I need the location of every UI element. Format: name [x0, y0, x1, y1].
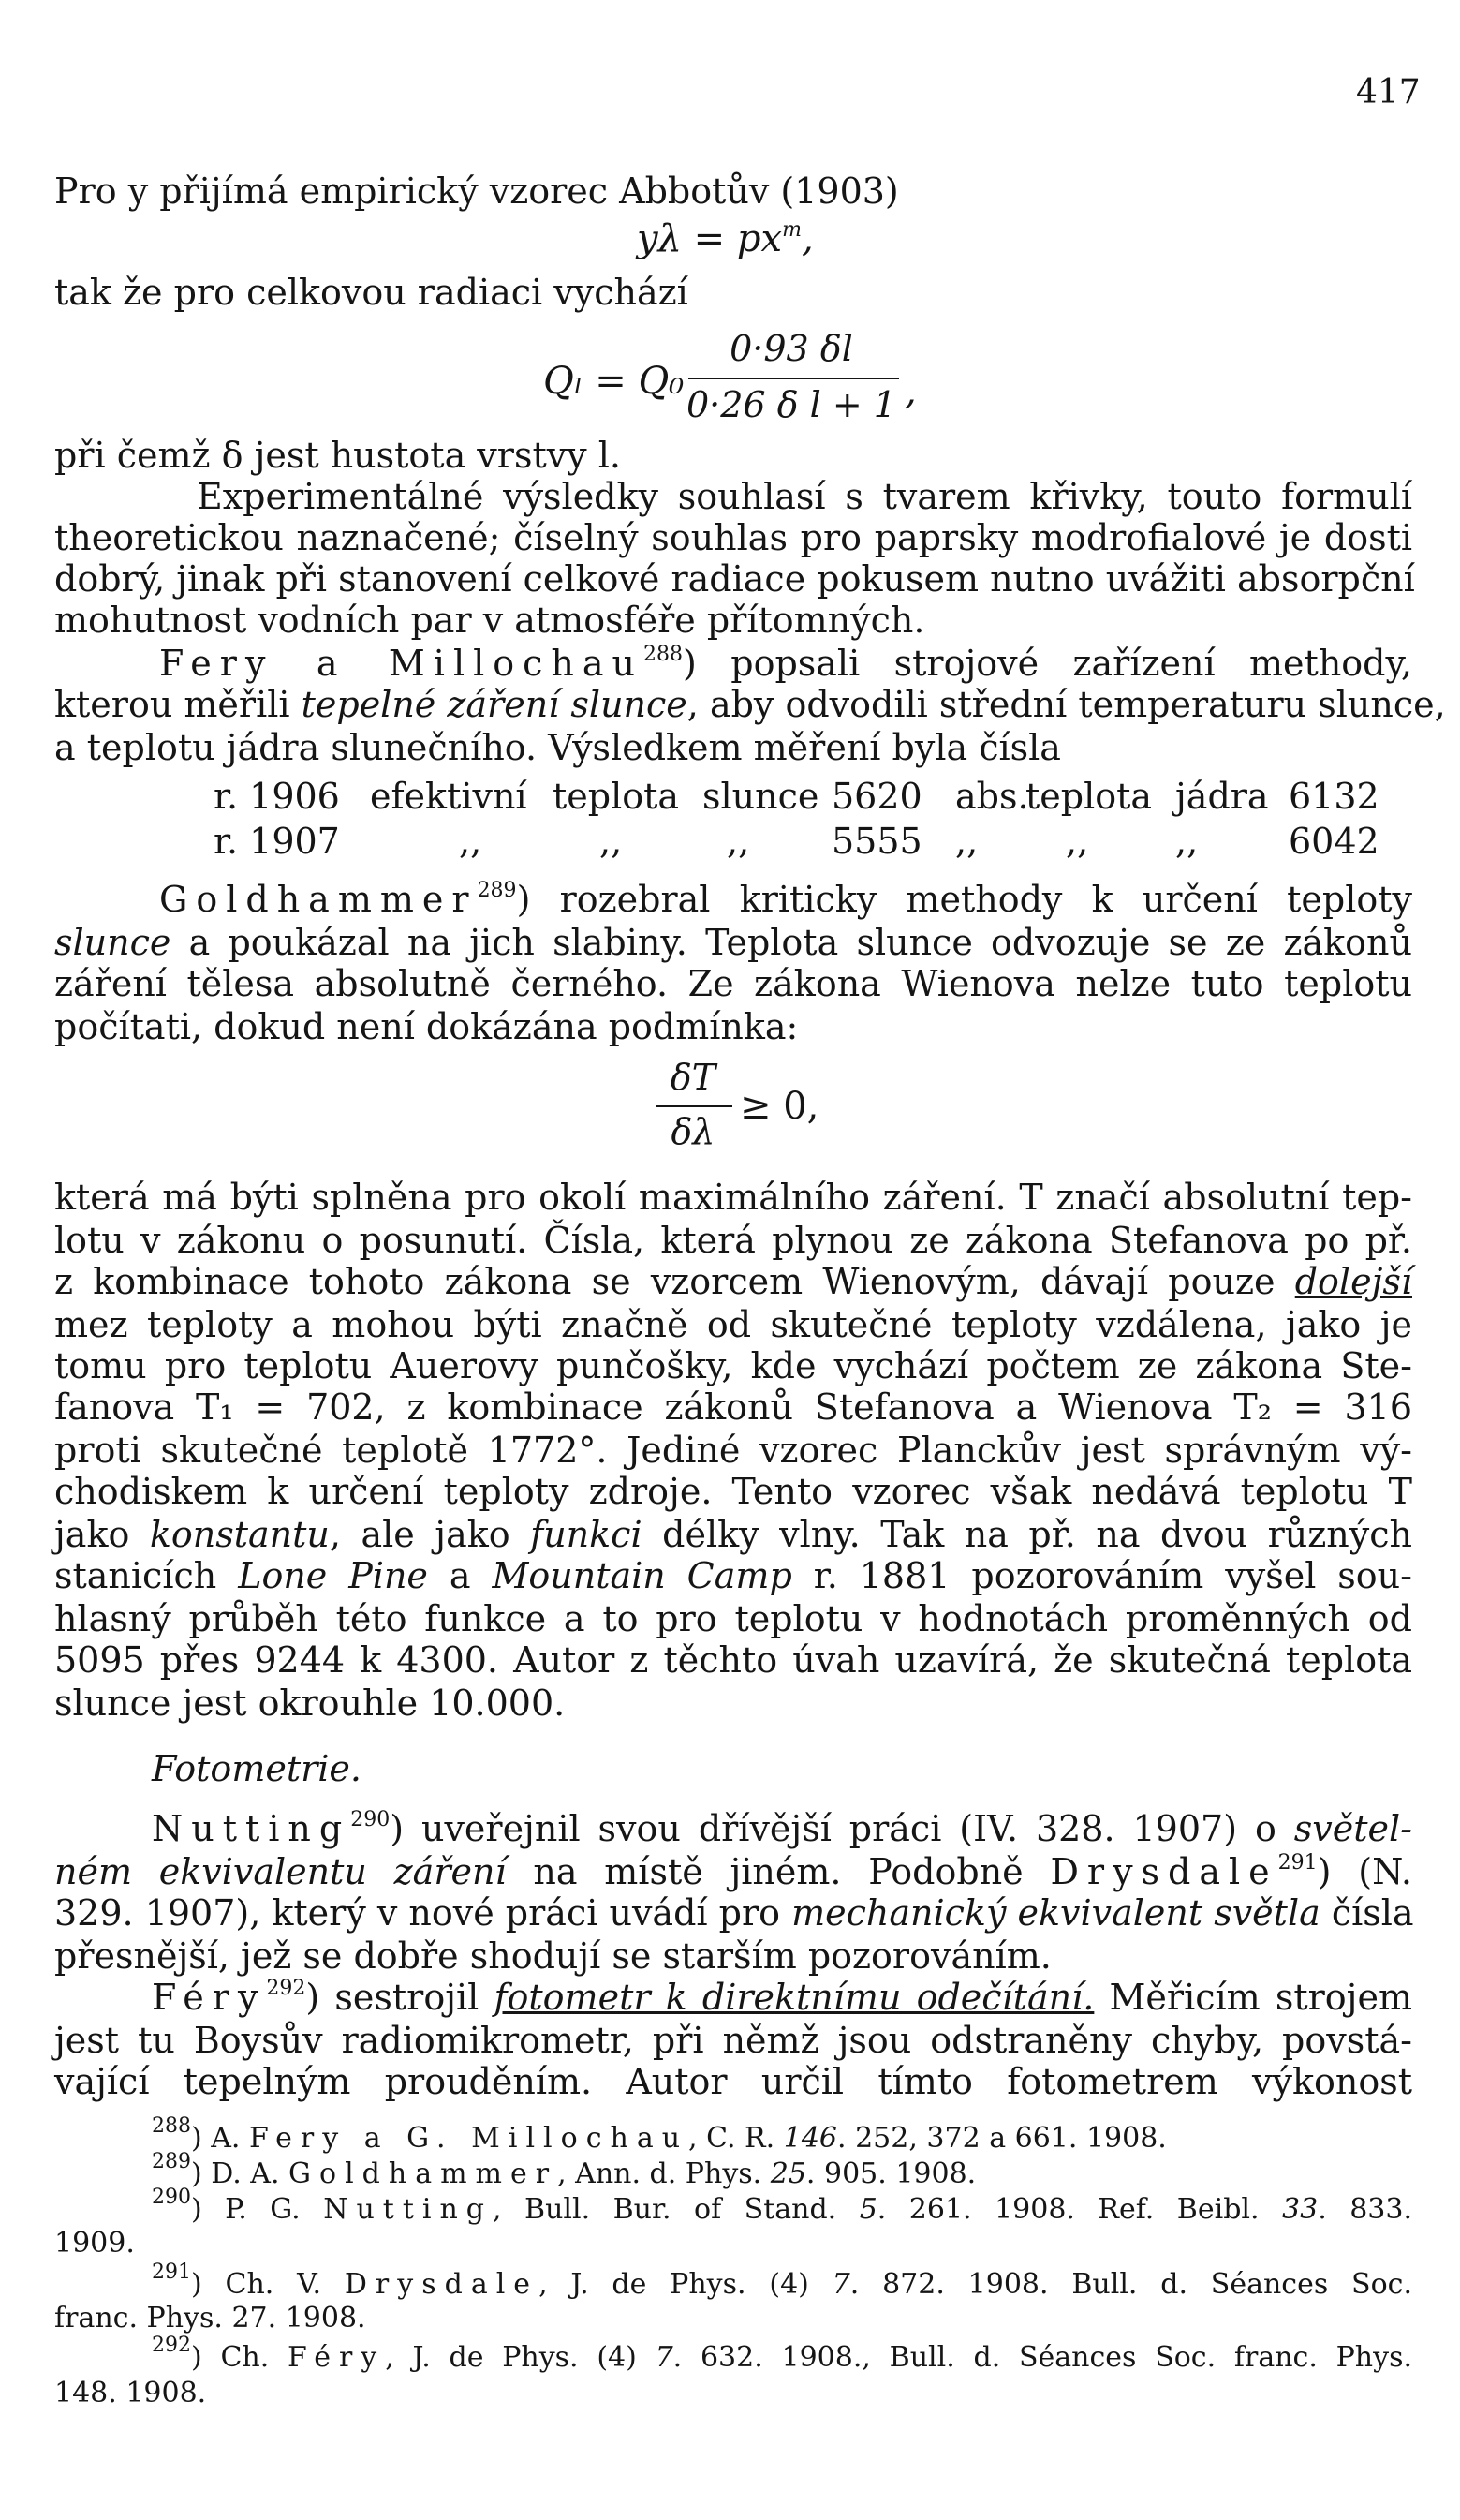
fraction-bar — [688, 378, 899, 379]
text: jako — [54, 1514, 150, 1555]
text: čísla — [1320, 1892, 1414, 1934]
paragraph-line: jest tu Boysův radiomikrometr, při němž jsou odstraněny chyby, povstá- — [54, 2020, 1412, 2061]
equation-rhs: = px — [693, 217, 783, 260]
text: ) (N. — [1317, 1851, 1412, 1892]
text: na místě jiném. Podobně — [506, 1851, 1051, 1892]
footnote — [152, 2261, 1412, 2303]
text: a — [427, 1555, 493, 1596]
text: . 261. 1908. Ref. Beibl. — [877, 2193, 1283, 2226]
equation-q-numerator: 0·93 δl — [730, 328, 853, 369]
footnote — [152, 2334, 1413, 2376]
emphasis: fotometr k direktnímu odečítání. — [494, 1977, 1095, 2018]
paragraph-line: mez teploty a mohou býti značně od skutečné teploty vzdálena, jako je — [54, 1304, 1412, 1345]
equation-abbot — [637, 217, 814, 260]
paragraph-line: tomu pro teplotu Auerovy punčošky, kde vychází počtem ze zákona Ste- — [54, 1345, 1412, 1386]
text: . 872. 1908. Bull. d. Séances Soc. — [849, 2268, 1412, 2301]
emphasis: dolejší — [1294, 1261, 1412, 1302]
cell: ,, — [1066, 821, 1089, 862]
footnote-number: 292 — [152, 2334, 191, 2357]
paragraph-line — [159, 641, 1412, 686]
cell: ,, — [955, 821, 979, 862]
condition-denominator: δλ — [671, 1111, 715, 1152]
text: ) uveřejnil svou dřívější práci (IV. 328. 1907) o — [390, 1808, 1294, 1849]
footnote — [152, 2150, 1460, 2192]
cell: 5555 — [832, 821, 922, 862]
text: , C. R. — [688, 2122, 784, 2155]
footnote — [152, 2186, 1413, 2228]
text: Měřicím strojem — [1094, 1977, 1412, 2018]
paragraph-line — [54, 682, 1446, 727]
cell: abs. — [955, 776, 1029, 817]
cell: teplota — [1025, 776, 1153, 817]
cell: 5620 — [832, 776, 922, 817]
footnote-continuation: franc. Phys. 27. 1908. — [54, 2302, 366, 2335]
section-title: Fotometrie. — [152, 1748, 361, 1789]
text: , Bull. Bur. of Stand. — [493, 2193, 860, 2226]
paragraph-line: theoretickou naznačené; číselný souhlas pro paprsky modrofialové je dosti — [54, 517, 1412, 558]
equation-exponent: m — [782, 218, 802, 242]
text: . 252, 372 a 661. 1908. — [837, 2122, 1167, 2155]
paragraph-line — [152, 1975, 1412, 2020]
emphasis: Lone Pine — [238, 1555, 428, 1596]
text: , Ann. d. Phys. — [557, 2157, 771, 2190]
paragraph-line: záření tělesa absolutně černého. Ze zákona Wienova nelze tuto teplotu — [54, 963, 1412, 1004]
paragraph-line — [152, 1806, 1412, 1851]
cell: r. 1907 — [214, 821, 340, 862]
text: ) popsali strojové zařízení methody, — [683, 643, 1412, 684]
cell: slunce — [702, 776, 819, 817]
footnote-ref: 292 — [266, 1977, 306, 2000]
author-name: Nutting — [152, 1808, 351, 1849]
page-number: 417 — [1356, 73, 1421, 111]
radiation-intro-line: tak že pro celkovou radiaci vychází — [54, 272, 688, 313]
paragraph-line: slunce jest okrouhle 10.000. — [54, 1682, 566, 1724]
paragraph-line: chodiskem k určení teploty zdroje. Tento vzorec však nedává teplotu T — [54, 1471, 1412, 1512]
paragraph-line: dobrý, jinak při stanovení celkové radiace pokusem nutno uvážiti absorpční — [54, 558, 1415, 600]
paragraph-line — [54, 1553, 1412, 1598]
paragraph-line — [54, 1512, 1412, 1557]
paragraph-line: přesnější, jež se dobře shodují se starším pozorováním. — [54, 1935, 1052, 1977]
author-name: Fery a Millochau — [159, 643, 644, 684]
footnote-ref: 288 — [643, 643, 684, 666]
text: a poukázal na jich slabiny. Teplota slunce odvozuje se ze zákonů — [170, 922, 1412, 963]
author-name: Féry — [152, 1977, 267, 2018]
footnote — [152, 2114, 1460, 2157]
emphasis: konstantu — [149, 1514, 330, 1555]
text: 329. 1907), který v nové práci uvádí pro — [54, 1892, 792, 1934]
emphasis: světel- — [1293, 1808, 1412, 1849]
footnote-number: 289 — [152, 2150, 191, 2173]
paragraph-line — [159, 877, 1412, 922]
text: ) sestrojil — [305, 1977, 494, 2018]
author-name: Goldhammer — [159, 879, 478, 920]
text: ) Ch. V. — [191, 2268, 345, 2301]
cell: 6132 — [1289, 776, 1379, 817]
paragraph-line: fanova T₁ = 702, z kombinace zákonů Stefanova a Wienova T₂ = 316 — [54, 1386, 1412, 1428]
footnote-number: 288 — [152, 2114, 191, 2138]
footnote-ref: 291 — [1277, 1851, 1318, 1875]
cell: teplota — [553, 776, 680, 817]
text: ) A. — [191, 2122, 249, 2155]
text: r. 1881 pozorováním vyšel sou- — [791, 1555, 1412, 1596]
condition-relation: ≥ 0, — [740, 1085, 819, 1128]
author-name: Drysdale — [344, 2268, 539, 2301]
paragraph-line: proti skutečné teplotě 1772°. Jediné vzorec Planckův jest správným vý- — [54, 1430, 1412, 1471]
cell: ,, — [599, 821, 623, 862]
paragraph-line: počítati, dokud není dokázána podmínka: — [54, 1006, 799, 1047]
text: , ale jako — [329, 1514, 531, 1555]
text: , aby odvodili střední temperaturu slunce, — [686, 684, 1446, 725]
author-name: Fery a G. Millochau — [248, 2122, 689, 2155]
volume: 7 — [655, 2341, 673, 2374]
table-row — [0, 821, 1460, 866]
density-line: při čemž δ jest hustota vrstvy l. — [54, 435, 621, 476]
cell: efektivní — [370, 776, 527, 817]
fraction-bar — [656, 1105, 732, 1107]
footnote-number: 290 — [152, 2186, 191, 2209]
emphasis: mechanický ekvivalent světla — [791, 1892, 1320, 1934]
text: , J. de Phys. (4) — [385, 2341, 656, 2374]
text: . 905. 1908. — [805, 2157, 977, 2190]
text: stanicích — [54, 1555, 239, 1596]
author-name: Nutting — [323, 2193, 494, 2226]
paragraph-line — [54, 1259, 1412, 1304]
table-row — [0, 776, 1460, 821]
paragraph-line — [54, 1849, 1412, 1894]
text: kterou měřili — [54, 684, 302, 725]
emphasis: funkci — [530, 1514, 642, 1555]
paragraph-line: a teplotu jádra slunečního. Výsledkem měření byla čísla — [54, 727, 1061, 768]
text: ) Ch. — [191, 2341, 288, 2374]
equation-q-denominator: 0·26 δ l + 1 — [686, 384, 896, 425]
footnote-ref: 289 — [477, 879, 517, 902]
volume: 7 — [832, 2268, 850, 2301]
cell: ,, — [459, 821, 482, 862]
volume: 146 — [783, 2122, 837, 2155]
text: ) D. A. — [191, 2157, 289, 2190]
paragraph-line: hlasný průběh této funkce a to pro teplotu v hodnotách proměnných od — [54, 1598, 1412, 1639]
text: z kombinace tohoto zákona se vzorcem Wienovým, dávají pouze — [54, 1261, 1295, 1302]
author-name: Féry — [288, 2341, 386, 2374]
text: ) P. G. — [191, 2193, 324, 2226]
text: , J. de Phys. (4) — [538, 2268, 833, 2301]
cell: ,, — [1175, 821, 1199, 862]
cell: jádra — [1175, 776, 1269, 817]
author-name: Drysdale — [1050, 1851, 1278, 1892]
paragraph-line: vající tepelným prouděním. Autor určil tímto fotometrem výkonost — [54, 2061, 1412, 2102]
text: ) rozebral kriticky methody k určení teploty — [516, 879, 1412, 920]
equation-q-lhs: Qₗ = Q₀ — [543, 360, 685, 403]
author-name: Goldhammer — [288, 2157, 558, 2190]
emphasis: tepelné záření slunce — [301, 684, 687, 725]
paragraph-line: lotu v zákonu o posunutí. Čísla, která plynou ze zákona Stefanova po př. — [54, 1220, 1412, 1261]
cell: 6042 — [1289, 821, 1379, 862]
intro-line: Pro y přijímá empirický vzorec Abbotův (1903) — [54, 170, 899, 212]
equation-lhs: yλ — [637, 217, 682, 260]
equation-q-comma: , — [905, 370, 917, 413]
emphasis: slunce — [54, 922, 171, 963]
condition-numerator: δT — [670, 1057, 716, 1098]
emphasis: Mountain Camp — [492, 1555, 792, 1596]
cell: ,, — [727, 821, 750, 862]
volume: 25 — [770, 2157, 806, 2190]
text: délky vlny. Tak na př. na dvou různých — [642, 1514, 1412, 1555]
footnote-number: 291 — [152, 2261, 191, 2284]
paragraph-line — [54, 920, 1412, 965]
equation-comma: , — [801, 217, 814, 260]
footnote-continuation: 148. 1908. — [54, 2377, 207, 2409]
volume: 33 — [1282, 2193, 1319, 2226]
footnote-ref: 290 — [350, 1808, 391, 1831]
cell: r. 1906 — [214, 776, 340, 817]
paragraph-line: 5095 přes 9244 k 4300. Autor z těchto úvah uzavírá, že skutečná teplota — [54, 1639, 1412, 1681]
emphasis: ném ekvivalentu záření — [54, 1851, 507, 1892]
text: . 833. — [1318, 2193, 1413, 2226]
paragraph-line: mohutnost vodních par v atmosféře přítomných. — [54, 600, 925, 641]
paragraph-line: Experimentálné výsledky souhlasí s tvarem křivky, touto formulí — [197, 476, 1412, 517]
footnote-continuation: 1909. — [54, 2227, 135, 2260]
paragraph-line — [54, 1890, 1412, 1935]
paragraph-line: která má býti splněna pro okolí maximálního záření. T značí absolutní tep- — [54, 1177, 1412, 1218]
text: . 632. 1908., Bull. d. Séances Soc. franc. Phys. — [672, 2341, 1413, 2374]
volume: 5 — [859, 2193, 877, 2226]
